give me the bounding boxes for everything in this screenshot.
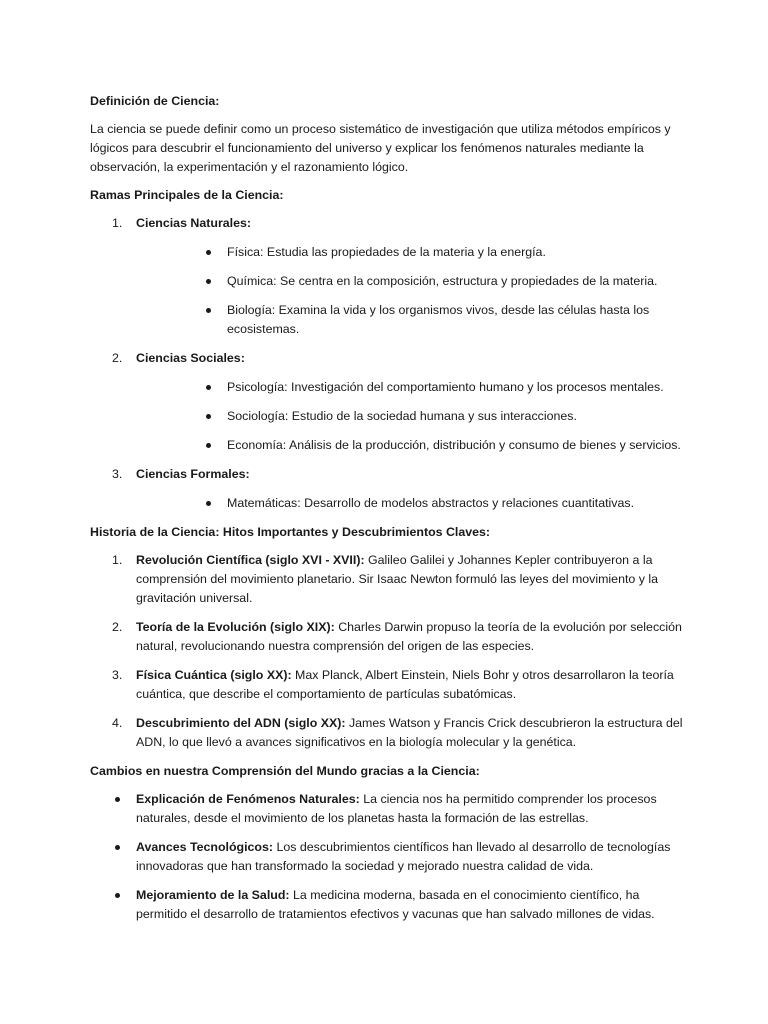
branch-number: 2.	[112, 351, 123, 365]
branch-title: Ciencias Naturales:	[136, 216, 252, 230]
sub-item-text: Economía: Análisis de la producción, distribución y consumo de bienes y servicios.	[227, 438, 681, 452]
sub-item-text: Sociología: Estudio de la sociedad humana y sus interacciones.	[227, 409, 577, 423]
history-number: 1.	[112, 553, 123, 567]
branch-item	[90, 214, 690, 339]
document-content	[90, 92, 690, 934]
history-item	[90, 618, 690, 656]
sub-list-item	[136, 436, 690, 455]
bullet-icon	[206, 250, 211, 255]
history-text: Galileo Galilei y Johannes Kepler contribuyeron a la comprensión del movimiento planetario. Sir Isaac Newton formuló las leyes del movimiento y la gravitación universal.	[136, 553, 659, 605]
branch-number: 3.	[112, 467, 123, 481]
sub-item-text: Biología: Examina la vida y los organismos vivos, desde las células hasta los ecosistemas.	[227, 303, 650, 336]
bullet-icon	[206, 414, 211, 419]
change-title: Mejoramiento de la Salud:	[136, 888, 290, 902]
branches-list	[90, 214, 690, 513]
history-title: Revolución Científica (siglo XVI - XVII):	[136, 553, 365, 567]
branches-heading: Ramas Principales de la Ciencia:	[90, 188, 284, 202]
bullet-icon	[115, 797, 120, 802]
history-title: Física Cuántica (siglo XX):	[136, 668, 292, 682]
history-text: Max Planck, Albert Einstein, Niels Bohr y otros desarrollaron la teoría cuántica, que describe el comportamiento de partículas subatómicas.	[136, 668, 674, 701]
changes-heading: Cambios en nuestra Comprensión del Mundo gracias a la Ciencia:	[90, 764, 480, 778]
sub-list-item	[136, 494, 690, 513]
history-item	[90, 714, 690, 752]
history-item	[90, 666, 690, 704]
history-number: 3.	[112, 668, 123, 682]
sub-list-item	[136, 272, 690, 291]
bullet-icon	[206, 385, 211, 390]
sub-item-text: Química: Se centra en la composición, estructura y propiedades de la materia.	[227, 274, 658, 288]
change-item	[90, 790, 690, 828]
history-list	[90, 551, 690, 752]
change-item	[90, 886, 690, 924]
branch-sub-list	[136, 494, 690, 513]
history-text: James Watson y Francis Crick descubrieron la estructura del ADN, lo que llevó a avances significativos en la biología molecular y la genética.	[136, 716, 683, 749]
bullet-icon	[206, 443, 211, 448]
bullet-icon	[206, 279, 211, 284]
change-title: Explicación de Fenómenos Naturales:	[136, 792, 360, 806]
history-text: Charles Darwin propuso la teoría de la evolución por selección natural, revolucionando nuestra comprensión del origen de las especies.	[136, 620, 682, 653]
history-title: Descubrimiento del ADN (siglo XX):	[136, 716, 346, 730]
sub-list-item	[136, 407, 690, 426]
branch-item	[90, 465, 690, 513]
history-heading: Historia de la Ciencia: Hitos Importantes y Descubrimientos Claves:	[90, 525, 491, 539]
definition-heading: Definición de Ciencia:	[90, 94, 220, 108]
change-title: Avances Tecnológicos:	[136, 840, 274, 854]
history-number: 4.	[112, 716, 123, 730]
history-title: Teoría de la Evolución (siglo XIX):	[136, 620, 335, 634]
bullet-icon	[206, 308, 211, 313]
bullet-icon	[115, 893, 120, 898]
change-item	[90, 838, 690, 876]
sub-list-item	[136, 378, 690, 397]
sub-list-item	[136, 301, 690, 339]
sub-list-item	[136, 243, 690, 262]
branch-sub-list	[136, 378, 690, 455]
branch-title: Ciencias Sociales:	[136, 351, 245, 365]
change-text: Los descubrimientos científicos han llevado al desarrollo de tecnologías innovadoras que han transformado la sociedad y mejorado nuestra calidad de vida.	[136, 840, 671, 873]
branch-title: Ciencias Formales:	[136, 467, 250, 481]
change-text: La ciencia nos ha permitido comprender los procesos naturales, desde el movimiento de los planetas hasta la formación de las estrellas.	[136, 792, 657, 825]
sub-item-text: Matemáticas: Desarrollo de modelos abstractos y relaciones cuantitativas.	[227, 496, 635, 510]
change-text: La medicina moderna, basada en el conocimiento científico, ha permitido el desarrollo de tratamientos efectivos y vacunas que han salvado millones de vidas.	[136, 888, 655, 921]
changes-list	[90, 790, 690, 924]
branch-sub-list	[136, 243, 690, 339]
branch-item	[90, 349, 690, 455]
sub-item-text: Psicología: Investigación del comportamiento humano y los procesos mentales.	[227, 380, 664, 394]
bullet-icon	[206, 501, 211, 506]
history-item	[90, 551, 690, 608]
history-number: 2.	[112, 620, 123, 634]
bullet-icon	[115, 845, 120, 850]
definition-text: La ciencia se puede definir como un proceso sistemático de investigación que utiliza métodos empíricos y lógicos para descubrir el funcionamiento del universo y explicar los fenómenos naturales mediante la observación, la experimentación y el razonamiento lógico.	[90, 122, 671, 174]
branch-number: 1.	[112, 216, 123, 230]
sub-item-text: Física: Estudia las propiedades de la materia y la energía.	[227, 245, 546, 259]
